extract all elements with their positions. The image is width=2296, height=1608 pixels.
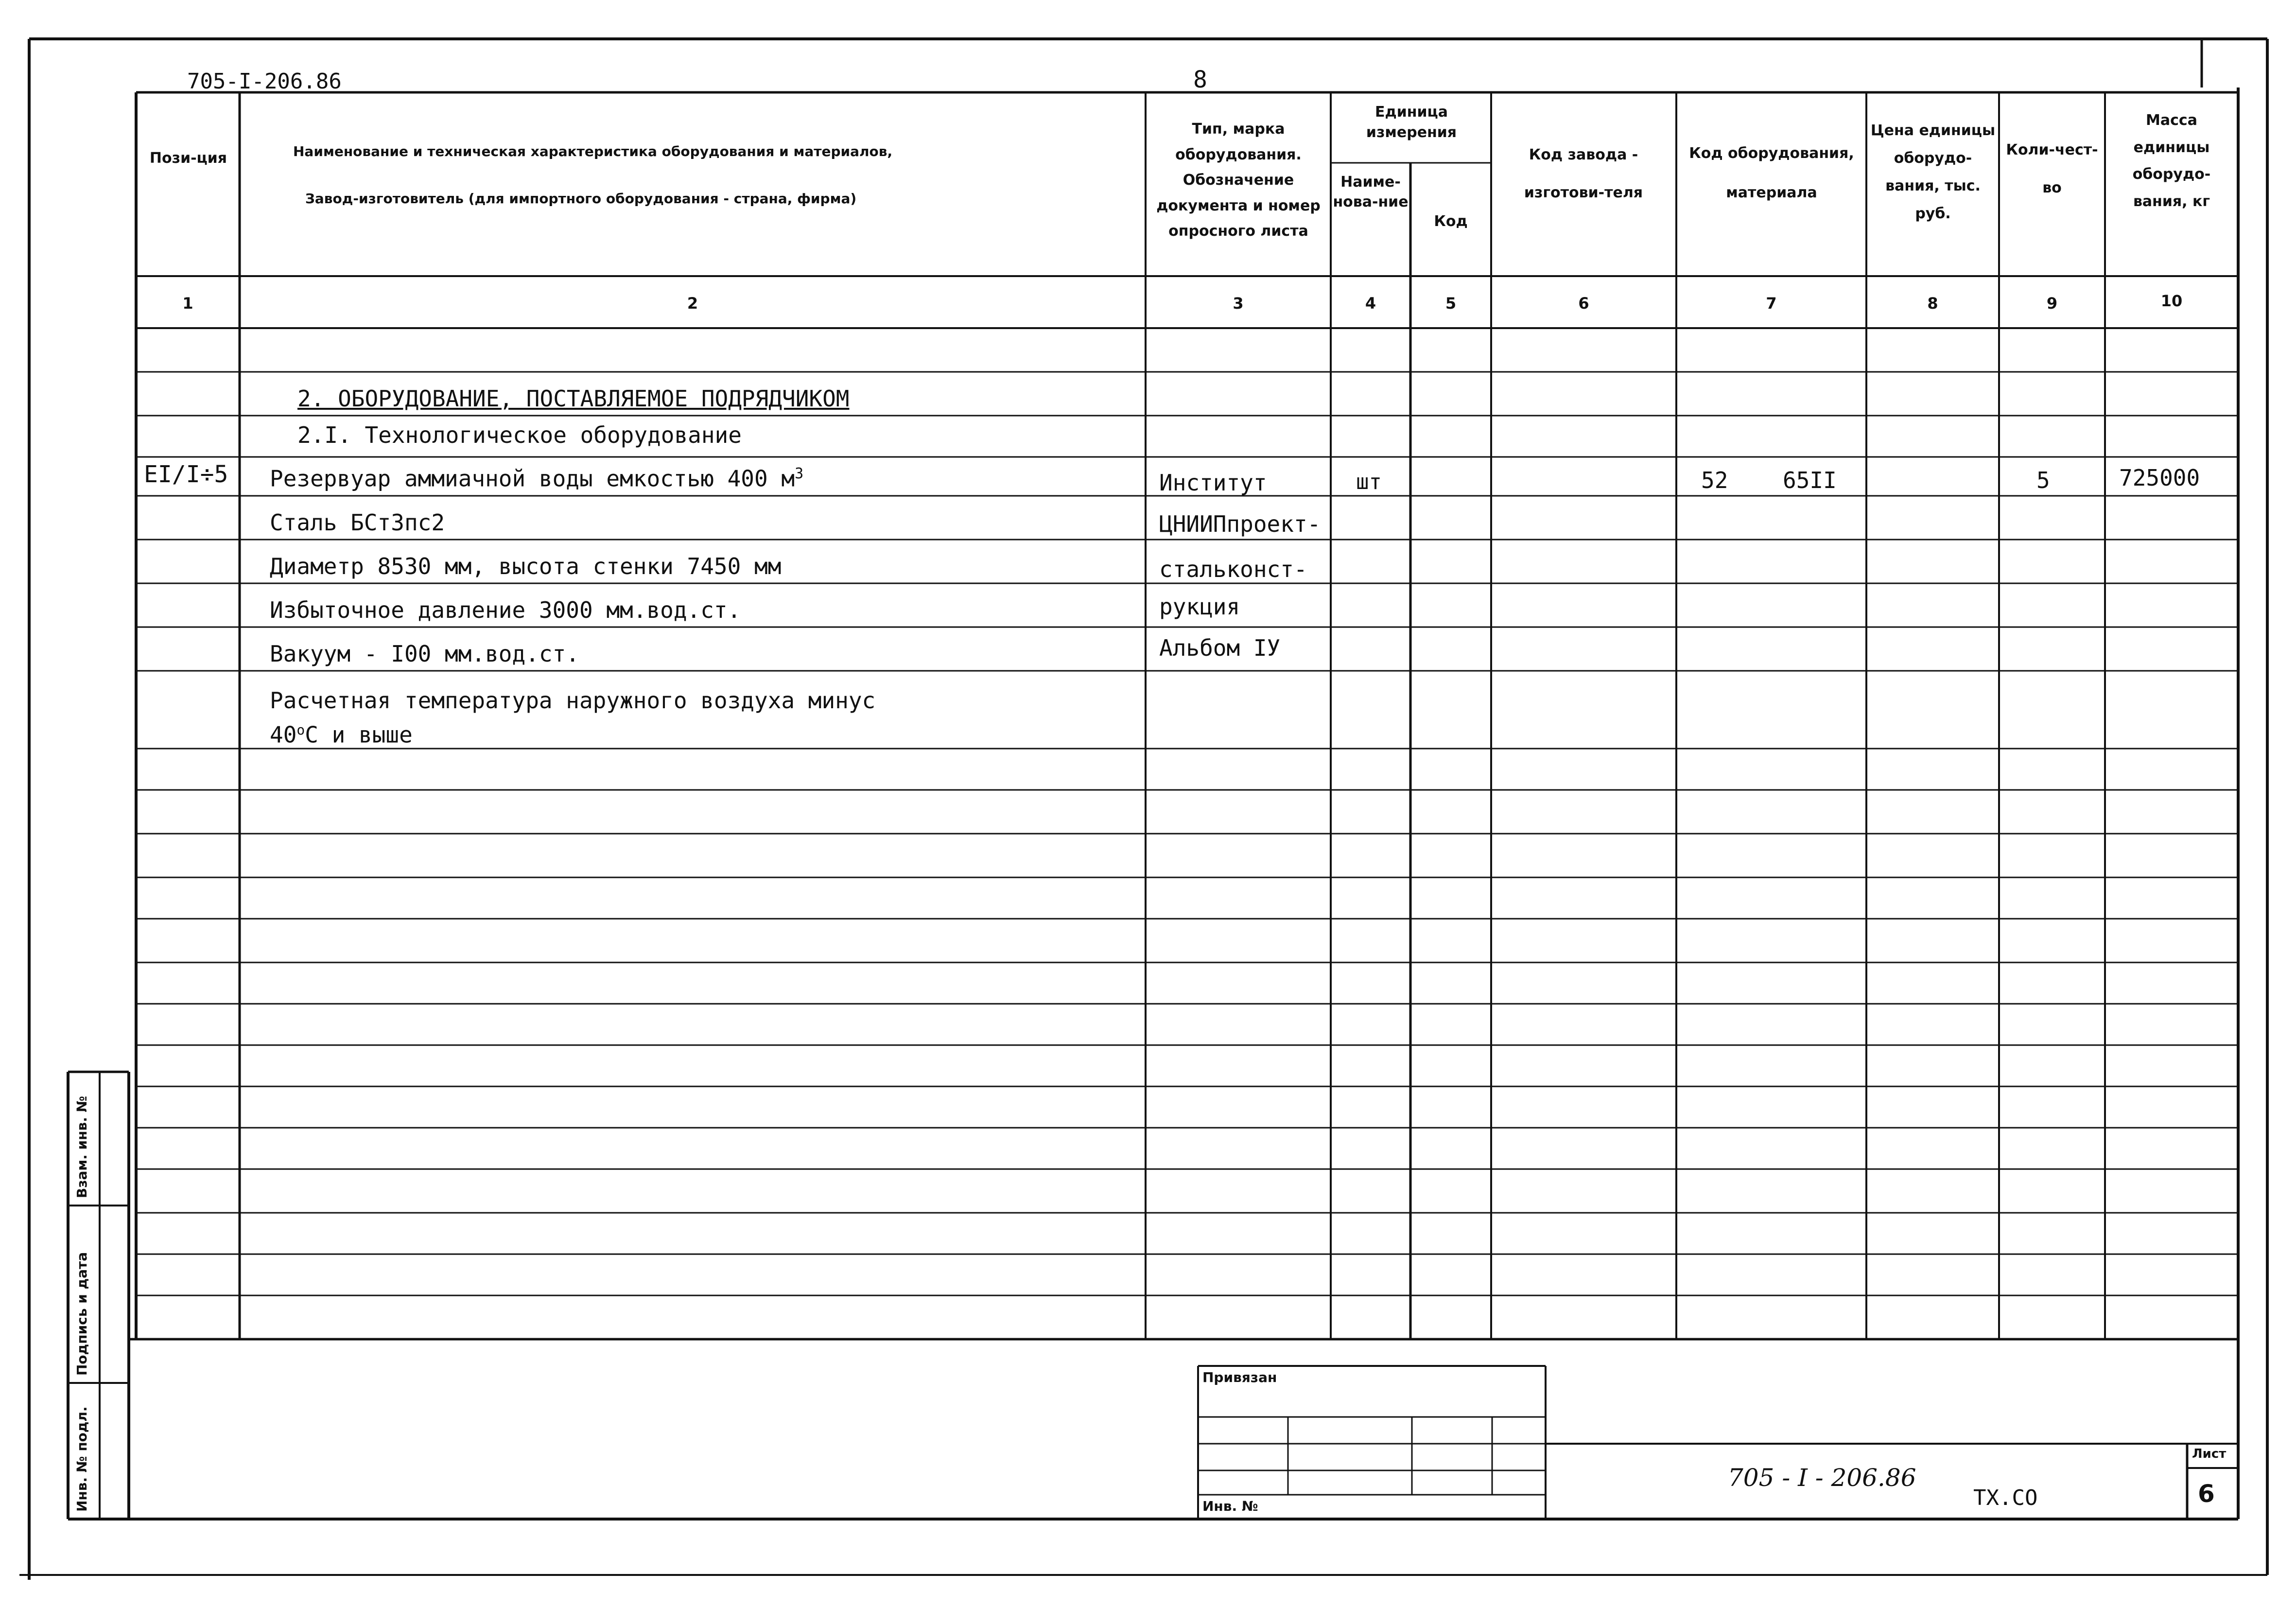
unit-name: шт [1356, 470, 1382, 494]
item-position: EI/I÷5 [144, 461, 228, 488]
type-line-4: рукция [1159, 594, 1240, 620]
quantity-value: 5 [2036, 467, 2050, 493]
stamp-inv-original: Инв. № подл. [74, 1406, 90, 1512]
header-unit-code: Код [1434, 213, 1468, 230]
col-number-3: 3 [1233, 294, 1244, 313]
page-number: 8 [1193, 66, 1207, 93]
section-title: 2. ОБОРУДОВАНИЕ, ПОСТАВЛЯЕМОЕ ПОДРЯДЧИКОМ [297, 385, 850, 412]
col-number-7: 7 [1766, 294, 1777, 313]
type-line-2: ЦНИИПпроект- [1159, 511, 1321, 537]
degree-sign: o [296, 722, 305, 738]
item-name [270, 465, 804, 492]
header-unit-price: Цена единицы оборудо-вания, тыс. руб. [1870, 122, 1996, 222]
item-name-text: Резервуар аммиачной воды емкостью 400 м [270, 465, 795, 492]
stamp-signature-date: Подпись и дата [74, 1252, 90, 1376]
temperature-suffix: С и выше [305, 721, 413, 748]
header-unit-group: Единица измерения [1366, 104, 1457, 141]
col-number-2: 2 [687, 294, 698, 313]
temperature-value: 40 [270, 721, 297, 748]
col-number-4: 4 [1365, 294, 1376, 313]
equipment-code-part-b: 65II [1783, 467, 1837, 493]
spec-line-steel: Сталь БСт3пс2 [270, 509, 445, 536]
header-unit-mass: Масса единицы оборудо-вания, кг [2132, 112, 2211, 210]
col-number-9: 9 [2046, 294, 2058, 313]
unit-mass-value: 725000 [2119, 465, 2200, 491]
col-number-8: 8 [1927, 294, 1938, 313]
equipment-code-part-a: 52 [1701, 467, 1728, 493]
header-unit-name: Наиме-нова-ние [1333, 174, 1409, 210]
col-number-10: 10 [2160, 292, 2183, 310]
title-block-document-code: 705 - I - 206.86 [1728, 1464, 1916, 1492]
header-equipment-code: Код оборудования, материала [1689, 145, 1854, 201]
spec-line-temperature-value [270, 723, 413, 746]
spec-line-temperature: Расчетная температура наружного воздуха минус [270, 687, 876, 714]
col-number-6: 6 [1578, 294, 1589, 313]
document-top-code: 705-I-206.86 [187, 69, 342, 94]
header-position: Пози-ция [149, 150, 227, 167]
type-line-5: Альбом IУ [1159, 635, 1281, 661]
title-block-mark: ТХ.СО [1973, 1486, 2038, 1510]
header-quantity: Коли-чест-во [2006, 141, 2098, 196]
type-line-3: стальконст- [1159, 556, 1307, 582]
spec-line-dimensions: Диаметр 8530 мм, высота стенки 7450 мм [270, 553, 782, 579]
header-factory-code: Код завода - изготови-теля [1524, 146, 1643, 201]
col-number-1: 1 [182, 294, 193, 313]
item-name-superscript: 3 [795, 465, 804, 482]
sheet-number: 6 [2198, 1480, 2215, 1508]
header-name-line2: Завод-изготовитель (для импортного оборудования - страна, фирма) [305, 191, 857, 207]
subsection-title: 2.I. Технологическое оборудование [297, 422, 742, 448]
spec-line-vacuum: Вакуум - I00 мм.вод.ст. [270, 641, 579, 667]
spec-line-pressure: Избыточное давление 3000 мм.вод.ст. [270, 597, 741, 623]
col-number-5: 5 [1445, 294, 1457, 313]
header-name-line1: Наименование и техническая характеристика оборудования и материалов, [293, 143, 893, 159]
sheet-label: Лист [2192, 1447, 2226, 1461]
title-block-privyazan: Привязан [1202, 1369, 1277, 1385]
stamp-replacement-inv: Взам. инв. № [74, 1096, 90, 1198]
header-type-mark: Тип, марка оборудования. Обозначение документа и номер опросного листа [1156, 121, 1321, 240]
type-line-1: Институт [1159, 470, 1267, 496]
title-block-inv-no: Инв. № [1202, 1498, 1258, 1514]
